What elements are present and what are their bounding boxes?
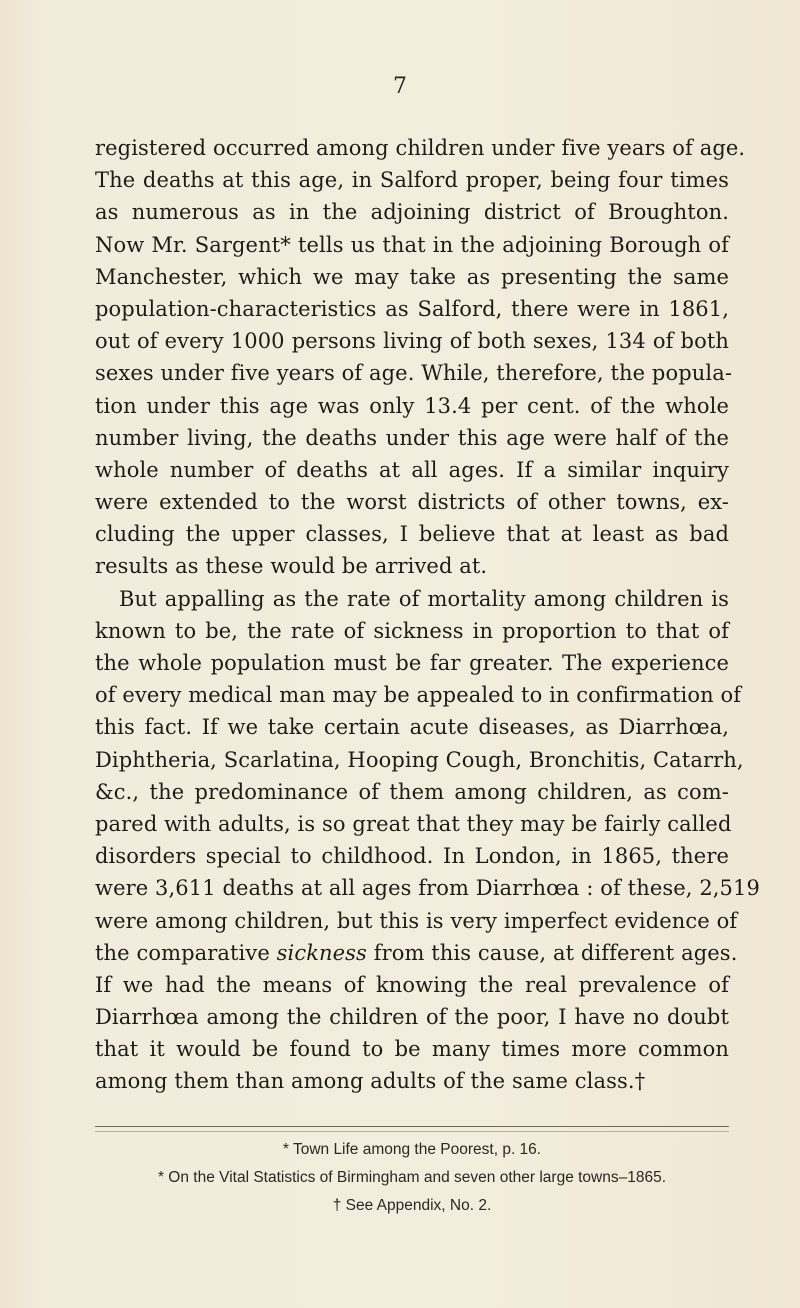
text-line: The deaths at this age, in Salford proper, being four times: [95, 168, 729, 193]
text-line: results as these would be arrived at.: [95, 554, 488, 579]
text-line: &c., the predominance of them among children, as com-: [95, 779, 729, 804]
text-line: this fact. If we take certain acute diseases, as Diarrhœa,: [95, 715, 729, 740]
text-line: tion under this age was only 13.4 per cent. of the whole: [95, 393, 729, 418]
text-line-with-italic: [95, 937, 738, 969]
footnotes: [95, 1136, 729, 1220]
text-line: registered occurred among children under five years of age.: [95, 136, 746, 160]
text-line: sexes under five years of age. While, therefore, the popula-: [95, 361, 733, 386]
footnote: * On the Vital Statistics of Birmingham and seven other large towns–1865.: [157, 1169, 667, 1186]
body-text: [95, 132, 760, 1098]
text-line: disorders special to childhood. In London, in 1865, there: [95, 844, 729, 869]
footnote: † See Appendix, No. 2.: [332, 1197, 492, 1214]
text-line: Manchester, which we may take as presenting the same: [95, 264, 729, 289]
text-line: of every medical man may be appealed to in confirmation of: [95, 683, 742, 708]
text-line: were extended to the worst districts of other towns, ex-: [95, 490, 729, 515]
text-span: from this cause, at different ages.: [366, 940, 738, 965]
text-line: number living, the deaths under this age were half of the: [95, 425, 729, 450]
text-line: cluding the upper classes, I believe that at least as bad: [95, 522, 729, 547]
footnote: * Town Life among the Poorest, p. 16.: [282, 1141, 542, 1158]
text-line: If we had the means of knowing the real prevalence of: [95, 972, 729, 997]
text-line: population-characteristics as Salford, there were in 1861,: [95, 296, 729, 321]
paragraph-1: [95, 132, 746, 583]
paragraph-2: [95, 583, 760, 1098]
text-line: But appalling as the rate of mortality among children is: [119, 586, 729, 611]
text-line: that it would be found to be many times more common: [95, 1037, 729, 1062]
footnote-divider-secondary: [95, 1131, 729, 1132]
footnote-divider: [95, 1126, 729, 1127]
text-line: pared with adults, is so great that they may be fairly called: [95, 811, 732, 836]
text-line: known to be, the rate of sickness in proportion to that of: [95, 618, 729, 643]
text-line: as numerous as in the adjoining district of Broughton.: [95, 200, 729, 225]
page-number: 7: [393, 74, 407, 99]
text-line: whole number of deaths at all ages. If a similar inquiry: [95, 457, 729, 482]
text-span: the comparative: [95, 940, 277, 965]
text-line: among them than among adults of the same class.†: [95, 1069, 646, 1094]
text-line: were 3,611 deaths at all ages from Diarrhœa : of these, 2,519: [95, 876, 760, 901]
text-line: were among children, but this is very imperfect evidence of: [95, 908, 738, 933]
text-line: out of every 1000 persons living of both sexes, 134 of both: [95, 329, 729, 354]
text-line: the whole population must be far greater. The experience: [95, 651, 729, 675]
text-line: Diphtheria, Scarlatina, Hooping Cough, Bronchitis, Catarrh,: [95, 747, 744, 772]
italic-word: sickness: [276, 940, 367, 965]
text-line: Now Mr. Sargent* tells us that in the adjoining Borough of: [95, 232, 729, 257]
text-line: Diarrhœa among the children of the poor, I have no doubt: [95, 1005, 729, 1030]
